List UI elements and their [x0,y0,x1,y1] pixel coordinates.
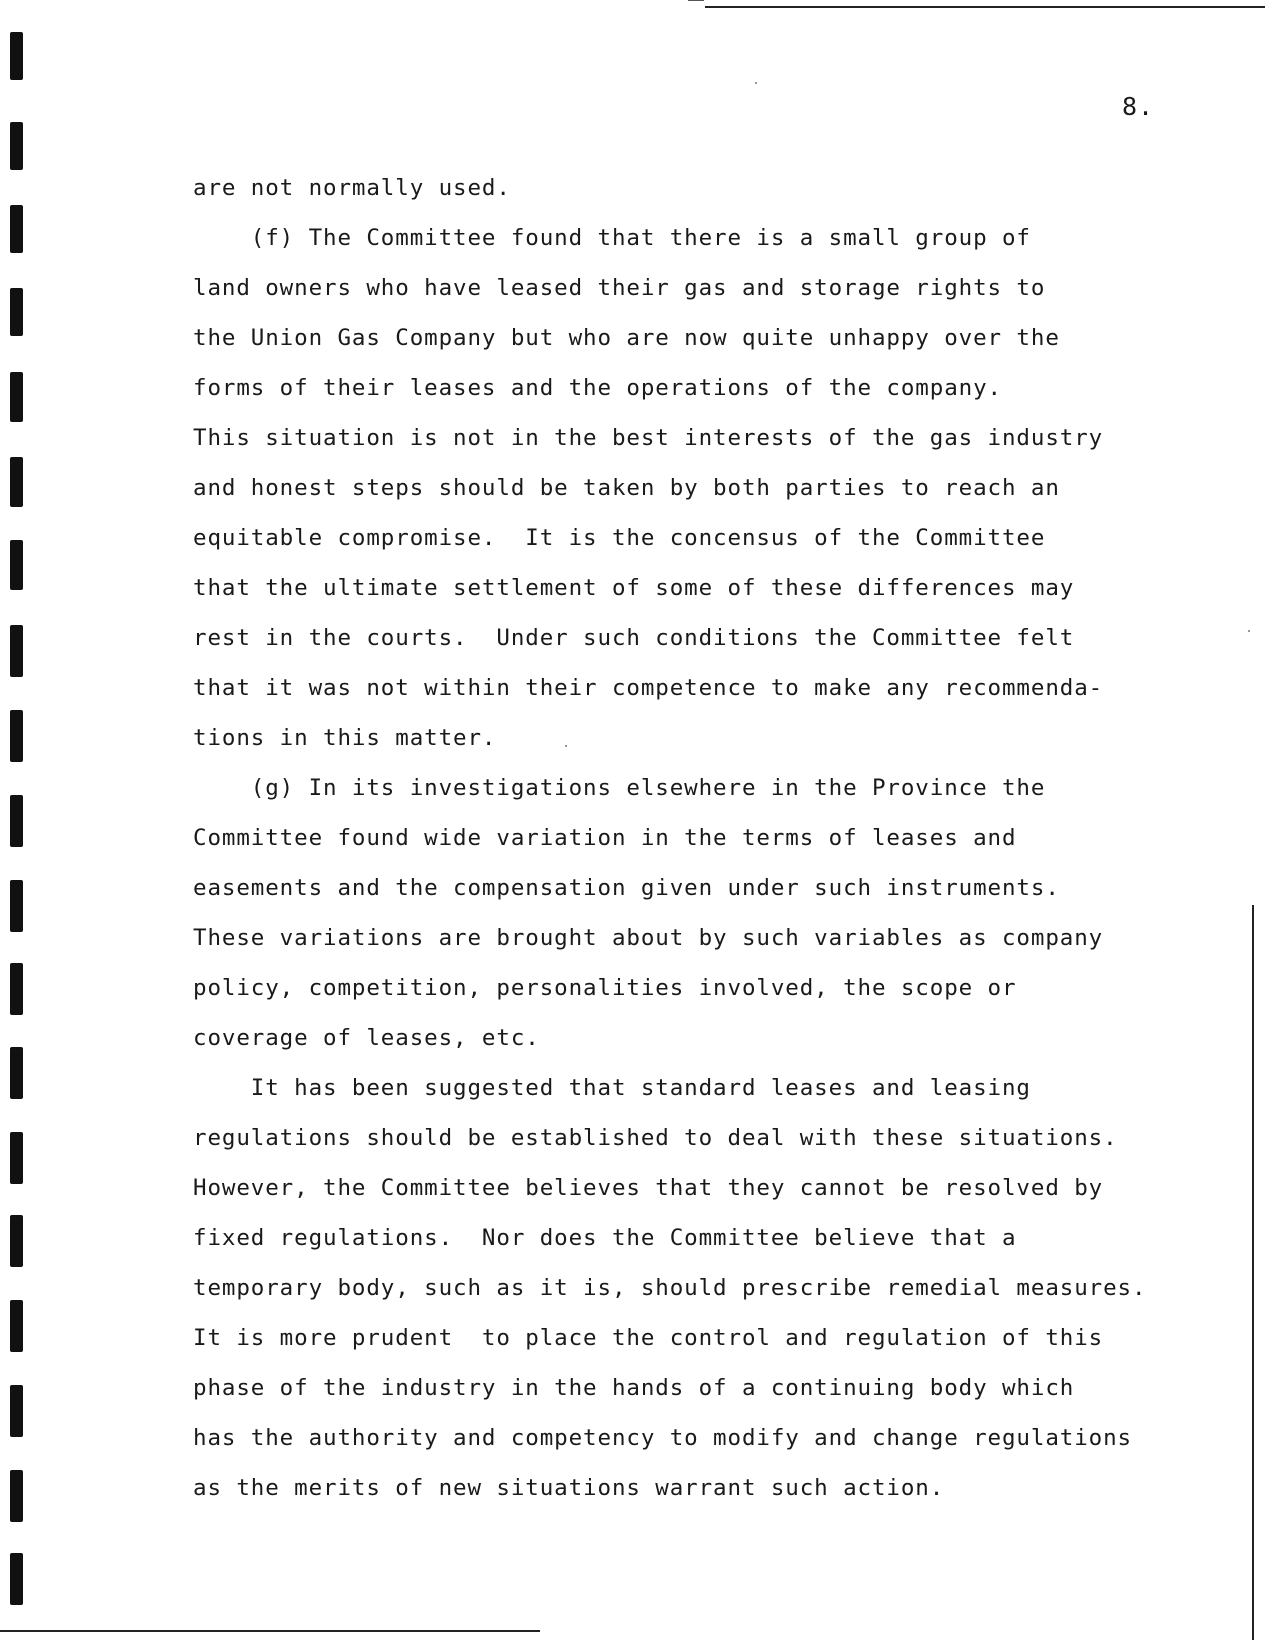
binding-hole-mark [10,1300,23,1352]
page-number: 8. [1122,92,1155,121]
top-edge-rule-short [688,0,704,1]
binding-hole-mark [10,1047,23,1099]
text-line: that the ultimate settlement of some of these differences may [193,575,1075,601]
text-line: the Union Gas Company but who are now quite unhappy over the [193,325,1060,351]
top-edge-rule [705,6,1265,8]
binding-hole-mark [10,880,23,932]
text-line: (f) The Committee found that there is a small group of [193,225,1031,251]
text-line: However, the Committee believes that they cannot be resolved by [193,1175,1104,1201]
text-line: Committee found wide variation in the terms of leases and [193,825,1017,851]
text-line: These variations are brought about by such variables as company [193,925,1104,951]
binding-hole-mark [10,710,23,762]
binding-hole-mark [10,372,23,422]
text-line: coverage of leases, etc. [193,1025,540,1051]
text-line: policy, competition, personalities involved, the scope or [193,975,1017,1001]
binding-hole-mark [10,288,23,336]
text-line: are not normally used. [193,175,511,201]
text-line: temporary body, such as it is, should prescribe remedial measures. [193,1275,1147,1301]
scan-speck [755,82,757,84]
right-edge-rule [1252,905,1254,1640]
binding-hole-mark [10,625,23,677]
binding-hole-mark [10,1470,23,1522]
scan-speck [565,745,567,747]
binding-hole-mark [10,1215,23,1267]
binding-hole-mark [10,1132,23,1184]
text-line: regulations should be established to deal with these situations. [193,1125,1118,1151]
text-line: This situation is not in the best interests of the gas industry [193,425,1104,451]
text-line: (g) In its investigations elsewhere in the Province the [193,775,1046,801]
text-line: that it was not within their competence to make any recommenda- [193,675,1104,701]
text-line: rest in the courts. Under such conditions the Committee felt [193,625,1075,651]
binding-hole-mark [10,457,23,507]
text-line: It has been suggested that standard leases and leasing [193,1075,1031,1101]
text-line: and honest steps should be taken by both parties to reach an [193,475,1060,501]
text-line: equitable compromise. It is the concensus of the Committee [193,525,1046,551]
text-line: It is more prudent to place the control and regulation of this [193,1325,1104,1351]
scan-speck [1248,630,1250,632]
text-line: tions in this matter. [193,725,497,751]
text-line: fixed regulations. Nor does the Committee believe that a [193,1225,1017,1251]
binding-hole-mark [10,540,23,590]
text-line: has the authority and competency to modify and change regulations [193,1425,1132,1451]
text-line: easements and the compensation given under such instruments. [193,875,1060,901]
text-line: as the merits of new situations warrant such action. [193,1475,945,1501]
binding-hole-mark [10,32,23,80]
binding-hole-mark [10,205,23,253]
binding-hole-mark [10,1553,23,1605]
binding-hole-mark [10,963,23,1015]
binding-hole-mark [10,122,23,170]
bottom-edge-rule [0,1630,540,1632]
text-line: land owners who have leased their gas and storage rights to [193,275,1046,301]
text-line: phase of the industry in the hands of a continuing body which [193,1375,1075,1401]
binding-hole-mark [10,1385,23,1437]
text-line: forms of their leases and the operations of the company. [193,375,1002,401]
binding-hole-mark [10,795,23,847]
